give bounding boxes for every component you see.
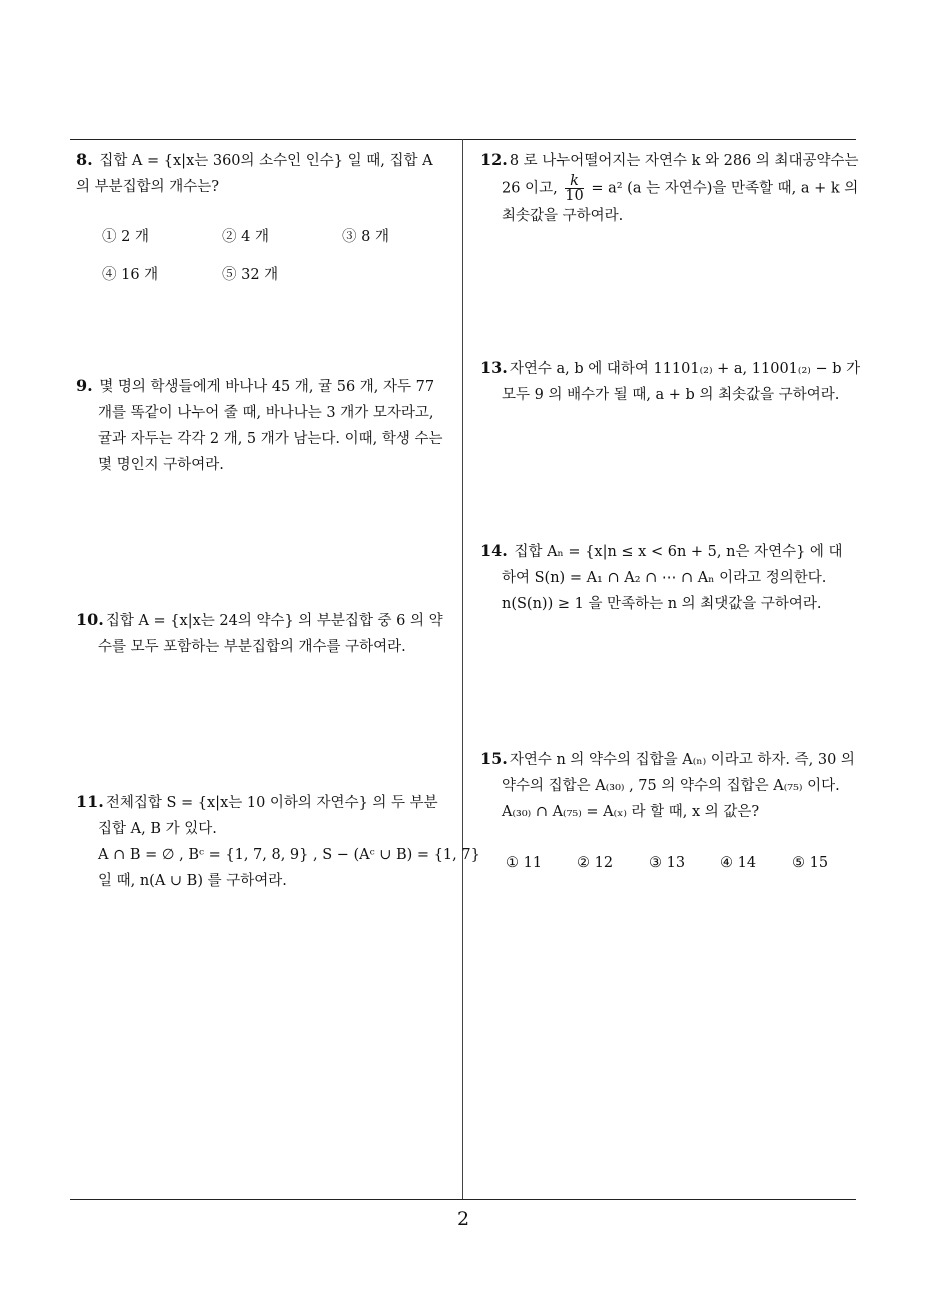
problem-13 xyxy=(480,355,860,408)
fraction-k-over-10: $\frac{k}{10}$ xyxy=(565,173,584,204)
problem-9 xyxy=(76,373,456,478)
problem-8 xyxy=(76,147,456,200)
problem-12-number: 12. xyxy=(480,150,508,169)
problem-9-line-1: 9. 몇 명의 학생들에게 바나나 45 개, 귤 56 개, 자두 77 xyxy=(76,376,435,395)
problem-11-line-2: 집합 A, B 가 있다. xyxy=(98,821,217,837)
problem-15-line-1: 15. 자연수 n 의 약수의 집합을 A₍ₙ₎ 이라고 하자. 즉, 30 의 xyxy=(480,749,855,768)
problem-10 xyxy=(76,607,456,660)
problem-11 xyxy=(76,789,480,894)
problem-12-line-1: 12. 8 로 나누어떨어지는 자연수 k 와 286 의 최대공약수는 xyxy=(480,150,859,169)
choice-1[interactable]: ① 11 xyxy=(506,855,543,871)
problem-15-number: 15. xyxy=(480,749,508,768)
problem-10-line-2: 수를 모두 포함하는 부분집합의 개수를 구하여라. xyxy=(98,639,406,655)
problem-14-number: 14. xyxy=(480,541,508,560)
problem-11-line-4: 일 때, n(A ∪ B) 를 구하여라. xyxy=(98,873,287,889)
problem-14-line-2: 하여 S(n) = A₁ ∩ A₂ ∩ ⋯ ∩ Aₙ 이라고 정의한다. xyxy=(502,570,827,586)
problem-8-line-2: 의 부분집합의 개수는? xyxy=(76,179,220,195)
problem-10-line-1: 10. 집합 A = {x|x는 24의 약수} 의 부분집합 중 6 의 약 xyxy=(76,610,443,629)
choice-1[interactable]: ① 2 개 xyxy=(102,229,149,245)
problem-12-line-2: 26 이고, $\frac{k}{10}$ = a² (a 는 자연수)을 만족할 때, a + k 의 xyxy=(502,173,859,204)
choice-4[interactable]: ④ 16 개 xyxy=(102,267,159,283)
column-divider xyxy=(462,139,463,1200)
problem-15-line-2: 약수의 집합은 A₍₃₀₎ , 75 의 약수의 집합은 A₍₇₅₎ 이다. xyxy=(502,778,840,794)
problem-8-line-1: 8. 집합 A = {x|x는 360의 소수인 인수} 일 때, 집합 A xyxy=(76,150,433,169)
problem-11-number: 11. xyxy=(76,792,104,811)
choice-2[interactable]: ② 4 개 xyxy=(222,229,269,245)
problem-9-number: 9. xyxy=(76,376,93,395)
choice-4[interactable]: ④ 14 xyxy=(720,855,757,871)
choice-2[interactable]: ② 12 xyxy=(577,855,614,871)
bottom-rule xyxy=(70,1199,856,1200)
problem-9-line-4: 몇 명인지 구하여라. xyxy=(98,457,224,473)
problem-13-number: 13. xyxy=(480,358,508,377)
choice-3[interactable]: ③ 13 xyxy=(649,855,686,871)
top-rule xyxy=(70,139,856,140)
problem-11-line-1: 11. 전체집합 S = {x|x는 10 이하의 자연수} 의 두 부분 xyxy=(76,792,438,811)
problem-14-line-1: 14. 집합 Aₙ = {x|n ≤ x < 6n + 5, n은 자연수} 에 대 xyxy=(480,541,843,560)
choice-5[interactable]: ⑤ 32 개 xyxy=(222,267,279,283)
choice-3[interactable]: ③ 8 개 xyxy=(342,229,389,245)
problem-12 xyxy=(480,147,860,229)
problem-9-line-2: 개를 똑같이 나누어 줄 때, 바나나는 3 개가 모자라고, xyxy=(98,405,434,421)
problem-15 xyxy=(480,746,860,825)
problem-10-number: 10. xyxy=(76,610,104,629)
problem-9-line-3: 귤과 자두는 각각 2 개, 5 개가 남는다. 이때, 학생 수는 xyxy=(98,431,443,447)
problem-14-line-3: n(S(n)) ≥ 1 을 만족하는 n 의 최댓값을 구하여라. xyxy=(502,596,822,612)
problem-12-line-3: 최솟값을 구하여라. xyxy=(502,208,624,224)
problem-15-line-3: A₍₃₀₎ ∩ A₍₇₅₎ = A₍ₓ₎ 라 할 때, x 의 값은? xyxy=(502,804,760,820)
choice-5[interactable]: ⑤ 15 xyxy=(792,855,829,871)
problem-11-line-3: A ∩ B = ∅ , Bᶜ = {1, 7, 8, 9} , S − (Aᶜ ∪ B) = {1, 7} xyxy=(98,847,480,863)
problem-13-line-2: 모두 9 의 배수가 될 때, a + b 의 최솟값을 구하여라. xyxy=(502,387,840,403)
page-number: 2 xyxy=(456,1208,470,1230)
problem-8-number: 8. xyxy=(76,150,93,169)
problem-14 xyxy=(480,538,860,617)
problem-13-line-1: 13. 자연수 a, b 에 대하여 11101₍₂₎ + a, 11001₍₂₎ − b 가 xyxy=(480,358,861,377)
